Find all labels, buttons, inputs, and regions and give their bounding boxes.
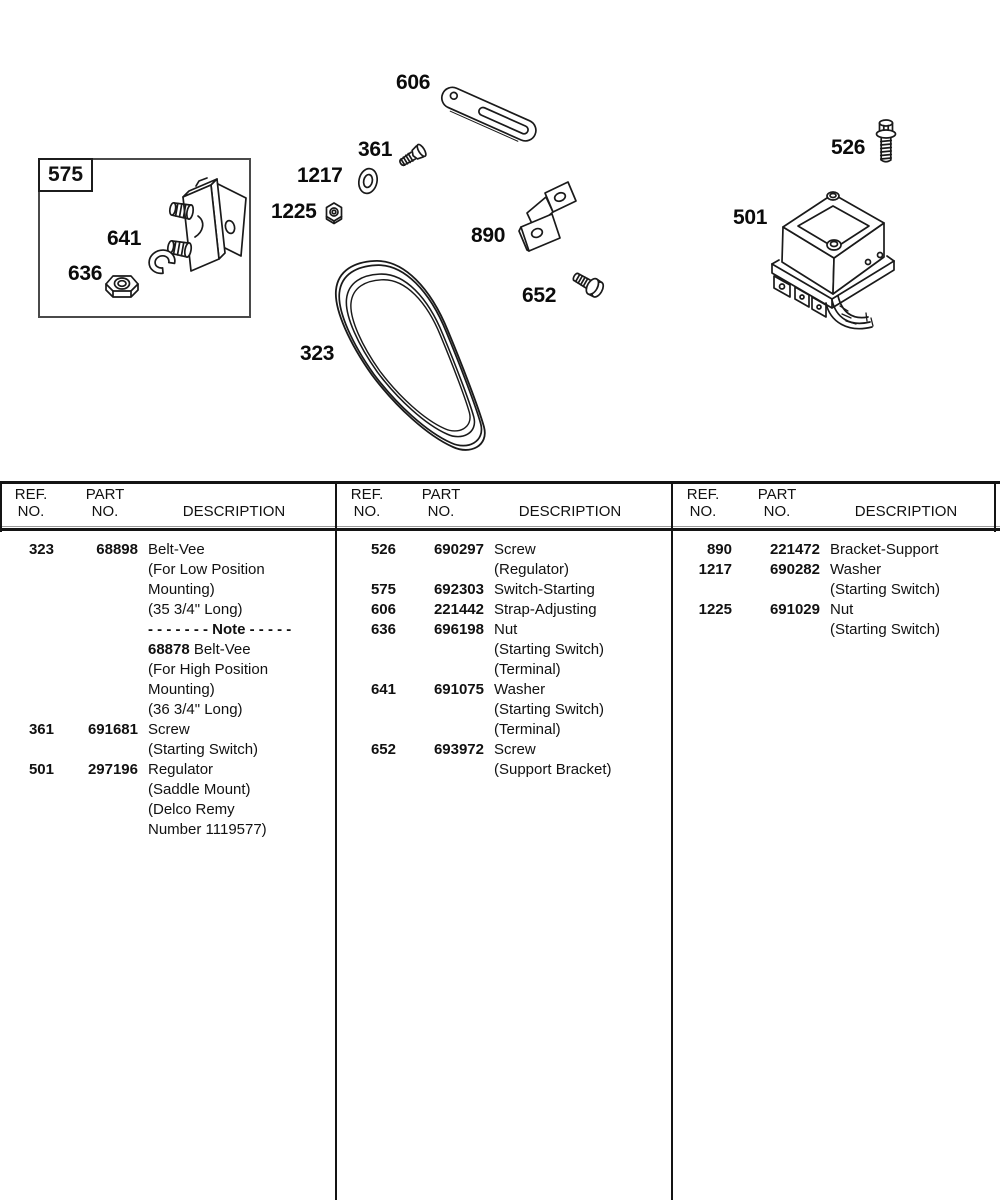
ref-no-cell (336, 700, 396, 720)
callout-575: 575 (47, 163, 84, 186)
part-no-cell (54, 580, 138, 600)
description-cell: Regulator (148, 761, 214, 778)
ref-no-cell: 323 (28, 541, 54, 558)
ref-no-cell (336, 720, 396, 740)
part-no-cell: 221472 (769, 541, 820, 558)
description-cell: Screw (148, 721, 190, 738)
ref-no-cell: 1225 (698, 601, 732, 618)
screw-starting-switch-part (397, 143, 427, 169)
callout-641: 641 (107, 227, 142, 250)
header-part-no: PART NO. (85, 486, 125, 520)
table-row (0, 700, 335, 720)
description-cell: (Support Bracket) (494, 761, 612, 778)
column-header-3 (672, 486, 992, 520)
callout-1217: 1217 (297, 164, 343, 187)
part-no-cell: 692303 (433, 581, 484, 598)
ref-no-cell: 641 (370, 681, 396, 698)
description-cell: Mounting) (148, 681, 215, 698)
ref-no-cell (672, 580, 732, 600)
description-cell: (Terminal) (494, 661, 561, 678)
exploded-parts-diagram (0, 0, 1000, 483)
bracket-support-part (519, 182, 576, 251)
ref-no-cell (0, 780, 54, 800)
table-row (336, 680, 671, 700)
table-row (0, 540, 335, 560)
part-no-cell (732, 620, 820, 640)
parts-column-2 (336, 540, 671, 780)
header-ref-no: REF. NO. (14, 486, 48, 520)
description-cell: Screw (494, 541, 536, 558)
description-cell: - - - - - - - Note - - - - - (148, 621, 292, 638)
table-row (336, 620, 671, 640)
ref-no-cell (0, 800, 54, 820)
description-cell: (Starting Switch) (494, 701, 605, 718)
screw-regulator-part (877, 120, 896, 162)
callout-361: 361 (358, 138, 393, 161)
description-cell: (Starting Switch) (494, 641, 605, 658)
description-cell: 68878 Belt-Vee (148, 641, 251, 658)
ref-no-cell (0, 640, 54, 660)
callout-636: 636 (68, 262, 103, 285)
description-cell: Bracket-Support (830, 541, 939, 558)
part-no-cell (396, 760, 484, 780)
table-row (336, 600, 671, 620)
table-row (336, 580, 671, 600)
table-row (336, 740, 671, 760)
column-header-2 (336, 486, 656, 520)
header-part-no: PART NO. (757, 486, 797, 520)
description-cell: Mounting) (148, 581, 215, 598)
table-row (0, 660, 335, 680)
ref-no-cell: 652 (370, 741, 396, 758)
callout-501: 501 (733, 206, 768, 229)
description-cell: (For Low Position (148, 561, 265, 578)
table-row (0, 760, 335, 780)
part-no-cell (54, 600, 138, 620)
header-description: DESCRIPTION (518, 503, 622, 520)
table-row (0, 620, 335, 640)
table-top-border (0, 481, 1000, 484)
inset-box-575-label (38, 158, 93, 192)
part-no-cell (54, 680, 138, 700)
header-description: DESCRIPTION (854, 503, 958, 520)
table-right-border (994, 481, 996, 532)
table-row (0, 720, 335, 740)
description-cell: (Starting Switch) (148, 741, 259, 758)
table-header-rule-thin (0, 526, 1000, 527)
part-no-cell (54, 700, 138, 720)
part-no-cell: 691029 (769, 601, 820, 618)
ref-no-cell (0, 660, 54, 680)
ref-no-cell (0, 600, 54, 620)
ref-no-cell (0, 580, 54, 600)
description-cell: (Regulator) (494, 561, 570, 578)
callout-606: 606 (396, 71, 431, 94)
table-row (336, 660, 671, 680)
table-row (672, 560, 1000, 580)
ref-no-cell: 890 (706, 541, 732, 558)
table-row (0, 680, 335, 700)
part-no-cell: 297196 (87, 761, 138, 778)
parts-column-3 (672, 540, 1000, 640)
description-cell: (For High Position (148, 661, 269, 678)
table-row (0, 640, 335, 660)
ref-no-cell (0, 680, 54, 700)
part-no-cell: 221442 (433, 601, 484, 618)
ref-no-cell: 636 (370, 621, 396, 638)
screw-support-bracket-part (570, 269, 606, 300)
table-header-rule (0, 528, 1000, 531)
ref-no-cell (0, 740, 54, 760)
ref-no-cell (672, 620, 732, 640)
part-no-cell: 696198 (433, 621, 484, 638)
description-cell: (36 3/4" Long) (148, 701, 243, 718)
ref-no-cell: 606 (370, 601, 396, 618)
description-cell: Number 1119577) (148, 821, 267, 838)
callout-890: 890 (471, 224, 506, 247)
description-cell: (35 3/4" Long) (148, 601, 243, 618)
table-row (672, 540, 1000, 560)
description-cell: Nut (830, 601, 854, 618)
ref-no-cell (336, 640, 396, 660)
ref-no-cell (0, 620, 54, 640)
part-no-cell (54, 820, 138, 840)
part-no-cell (54, 780, 138, 800)
table-row (0, 580, 335, 600)
callout-1225: 1225 (271, 200, 317, 223)
description-cell: (Starting Switch) (830, 581, 941, 598)
table-row (0, 780, 335, 800)
table-row (336, 700, 671, 720)
table-row (0, 820, 335, 840)
table-row (336, 640, 671, 660)
table-row (336, 560, 671, 580)
table-row (0, 600, 335, 620)
header-ref-no: REF. NO. (686, 486, 720, 520)
ref-no-cell (0, 560, 54, 580)
part-no-cell (732, 580, 820, 600)
description-cell: (Starting Switch) (830, 621, 941, 638)
part-no-cell (396, 720, 484, 740)
part-no-cell: 691681 (87, 721, 138, 738)
description-cell: Nut (494, 621, 518, 638)
part-no-cell (396, 560, 484, 580)
ref-no-cell: 1217 (698, 561, 732, 578)
ref-no-cell: 575 (370, 581, 396, 598)
ref-no-cell: 501 (28, 761, 54, 778)
part-no-cell: 690282 (769, 561, 820, 578)
washer-starting-switch-part (357, 167, 380, 195)
callout-323: 323 (300, 342, 335, 365)
callout-652: 652 (522, 284, 557, 307)
part-no-cell (54, 640, 138, 660)
part-no-cell (54, 660, 138, 680)
ref-no-cell (0, 820, 54, 840)
table-row (672, 580, 1000, 600)
part-no-cell (396, 660, 484, 680)
ref-no-cell (0, 700, 54, 720)
description-cell: Strap-Adjusting (494, 601, 597, 618)
part-no-cell: 690297 (433, 541, 484, 558)
header-ref-no: REF. NO. (350, 486, 384, 520)
parts-column-1 (0, 540, 335, 840)
part-no-cell (54, 560, 138, 580)
ref-no-cell (336, 760, 396, 780)
callout-526: 526 (831, 136, 866, 159)
ref-no-cell: 526 (370, 541, 396, 558)
table-row (672, 620, 1000, 640)
inset-box-575 (38, 158, 251, 318)
description-cell: Washer (494, 681, 546, 698)
description-cell: Washer (830, 561, 882, 578)
ref-no-cell (336, 660, 396, 680)
column-header-1 (0, 486, 320, 520)
strap-adjusting-part (437, 84, 539, 147)
table-row (336, 540, 671, 560)
description-cell: Switch-Starting (494, 581, 595, 598)
description-cell: (Terminal) (494, 721, 561, 738)
ref-no-cell: 361 (28, 721, 54, 738)
table-row (0, 740, 335, 760)
description-cell: (Saddle Mount) (148, 781, 251, 798)
nut-starting-switch-part (327, 203, 342, 224)
part-no-cell: 68898 (96, 541, 138, 558)
description-cell: Screw (494, 741, 536, 758)
part-no-cell: 691075 (433, 681, 484, 698)
header-description: DESCRIPTION (182, 503, 286, 520)
table-row (672, 600, 1000, 620)
part-no-cell (54, 740, 138, 760)
part-no-cell: 693972 (433, 741, 484, 758)
ref-no-cell (336, 560, 396, 580)
belt-vee-part (336, 261, 485, 450)
part-no-cell (396, 640, 484, 660)
table-row (336, 760, 671, 780)
description-cell: Belt-Vee (148, 541, 205, 558)
part-no-cell (54, 800, 138, 820)
part-no-cell (396, 700, 484, 720)
table-row (0, 800, 335, 820)
table-row (0, 560, 335, 580)
header-part-no: PART NO. (421, 486, 461, 520)
part-no-cell (54, 620, 138, 640)
regulator-part (772, 192, 894, 329)
table-row (336, 720, 671, 740)
description-cell: (Delco Remy (148, 801, 235, 818)
